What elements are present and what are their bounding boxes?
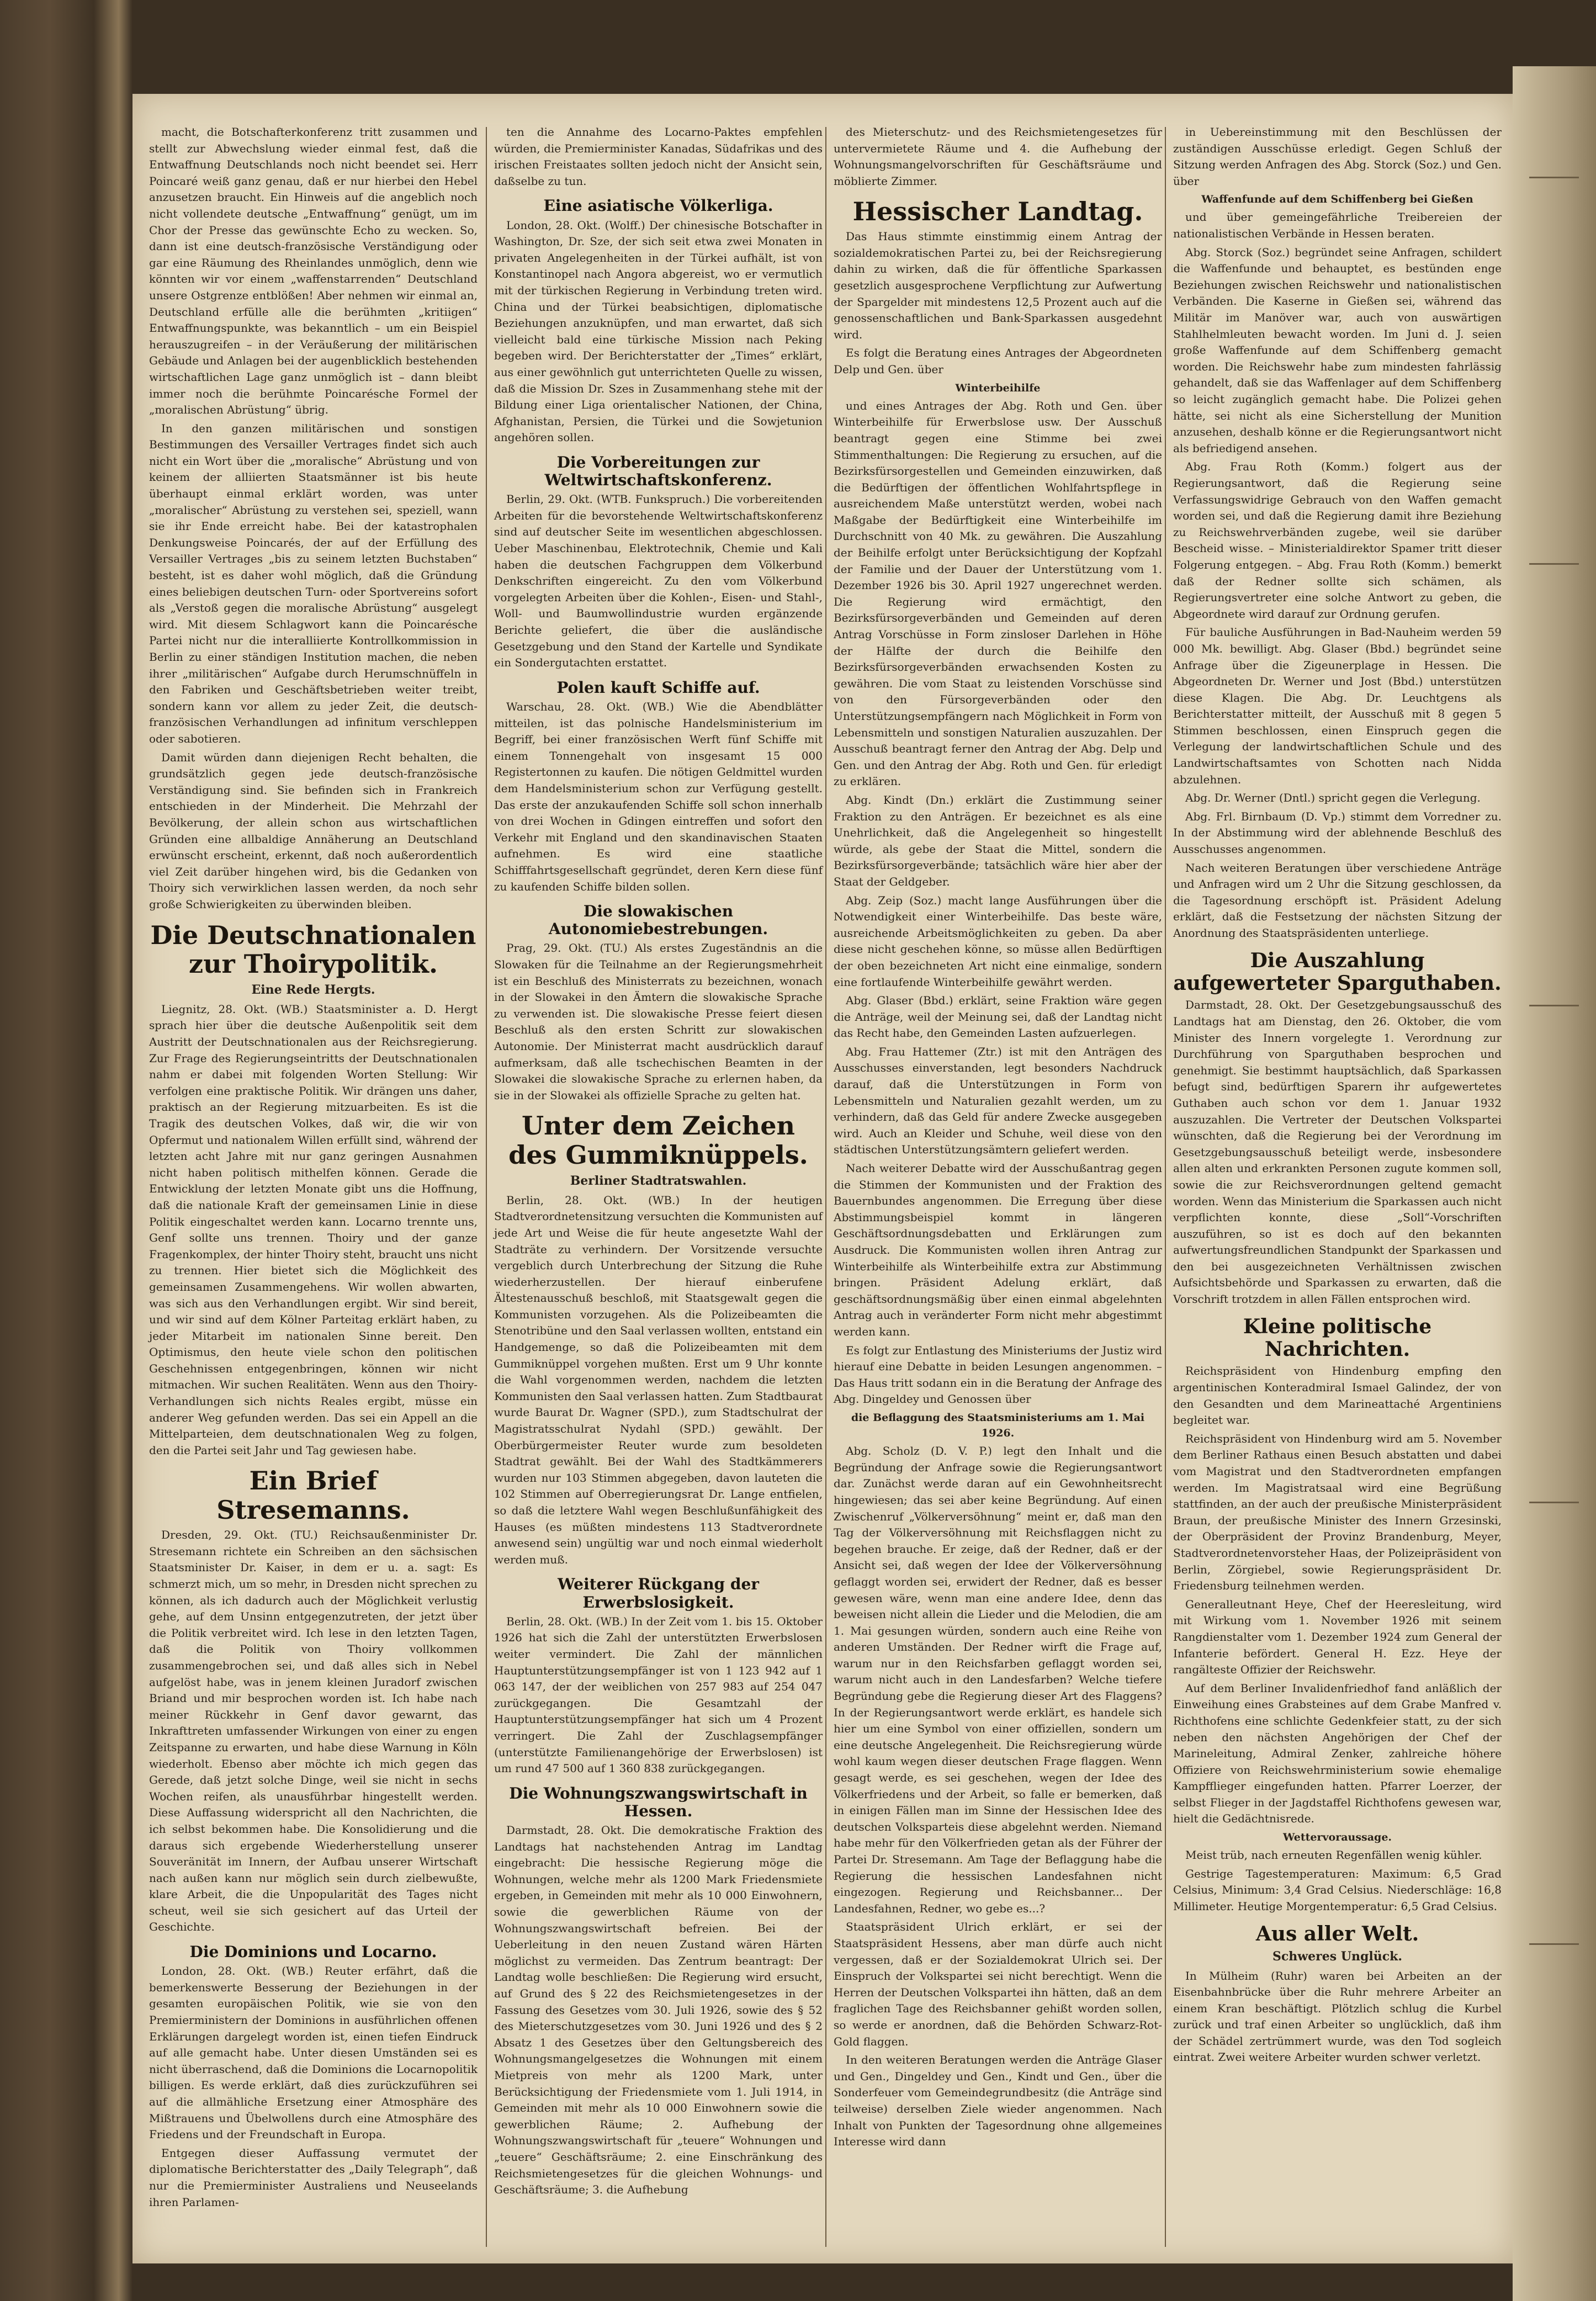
column-rule	[825, 127, 826, 2247]
article-paragraph: Berlin, 28. Okt. (WB.) In der heutigen Stadtverordnetensitzung versuchten die Kommunisten auf jede Art und Weise die für heute angesetzte Wahl der Stadträte zu verhindern. Der Vorsitzende versuchte vergeblich durch Unterbrechung der Sitzung die Ruhe wiederherzustellen. Der hierauf einberufene Ältestenausschuß beschloß, mit Staatsgewalt gegen die Kommunisten vorzugehen. Als die Polizeibeamten die Stenotribüne und den Saal verlassen wollten, entstand ein Handgemenge, so daß die Polizeibeamten mit dem Gummiknüppel vorgehen mußten. Erst um 9 Uhr konnte die Wahl vorgenommen werden, nachdem die letzten Kommunisten den Saal verlassen hatten. Zum Stadtbaurat wurde Baurat Dr. Wagner (SPD.), zum Stadtschulrat der Magistratsschulrat Nydahl (SPD.) gewählt. Der Oberbürgermeister Reuter wurde zum besoldeten Stadtrat gewählt. Bei der Wahl des Stadtkämmerers wurden nur 103 Stimmen abgegeben, davon lauteten die 102 Stimmen auf Oberregierungsrat Dr. Lange entfielen, so daß die letztere Wahl wegen Beschlußunfähigkeit des Hauses (es müßten mindestens 113 Stadtverordnete anwesend sein) ungültig war und noch einmal wiederholt werden muß.	[494, 1193, 823, 1566]
article-paragraph: Berlin, 28. Okt. (WB.) In der Zeit vom 1. bis 15. Oktober 1926 hat sich die Zahl der unterstützten Erwerbslosen weiter vermindert. Die Zahl der männlichen Hauptunterstützungsempfänger ist von 1 123 942 auf 1 063 147, der der weiblichen von 257 983 auf 254 047 zurückgegangen. Die Gesamtzahl der Hauptunterstützungsempfänger hat sich um 4 Prozent verringert. Die Zahl der Zuschlagsempfänger (unterstützte Familienangehörige der Erwerbslosen) ist um rund 47 500 auf 1 360 838 zurückgegangen.	[494, 1614, 823, 1775]
article-paragraph: Generalleutnant Heye, Chef der Heeresleitung, wird mit Wirkung vom 1. November 1926 mit seinem Rangdienstalter vom 1. Dezember 1924 zum General der Infanterie befördert. General H. Ezz. Heye der rangälteste Offizier der Reichswehr.	[1173, 1597, 1502, 1677]
article-paragraph: Darmstadt, 28. Okt. Der Gesetzgebungsausschuß des Landtags hat am Dienstag, den 26. Oktober, die vom Minister des Innern vorgelegte 1. Verordnung zur Durchführung von Sparguthaben besprochen und genehmigt. Sie bestimmt hauptsächlich, daß Sparkassen befugt sind, bedürftigen Sparern ihr aufgewertetes Guthaben auch schon vor dem 1. Januar 1932 auszuzahlen. Die Vertreter der Deutschen Volkspartei wünschten, daß die Regierung bei der Verordnung im Gesetzgebungsausschuß beteiligt werde, insbesondere allen alten und erkrankten Personen zugute kommen soll, sowie die zur Reichsverordnungen geltend gemacht worden. Wenn das Ministerium die Sparkassen auch nicht verpflichten konnte, diese „Soll“-Vorschriften auszuführen, so ist es doch auf den bekannten aufwertungsfreundlichen Standpunkt der Sparkassen und den bei ausgezeichneten Verhältnissen zwischen Aufsichtsbehörde und Sparkassen zu erwarten, daß die Vorschrift trotzdem in allen Fällen entsprochen wird.	[1173, 998, 1502, 1306]
article-paragraph: Dresden, 29. Okt. (TU.) Reichsaußenminister Dr. Stresemann richtete ein Schreiben an den sächsischen Staatsminister Dr. Kaiser, in dem er u. a. sagt: Es schmerzt mich, um so mehr, in Dresden nicht sprechen zu können, als ich dadurch auch der Möglichkeit verlustig gehe, auf dem Unsinn entgegenzutreten, der jetzt über die Politik verbreitet wird. Ich lese in den letzten Tagen, daß die Politik von Thoiry vollkommen zusammengebrochen sei, und daß alles sich in Nebel aufgelöst habe, was in jenem kleinen Juradorf zwischen Briand und mir besprochen worden ist. Ich habe nach meiner Rückkehr in Genf davor gewarnt, das Inkrafttreten umfassender Wirkungen von einer zu engen Zeitspanne zu erwarten, und habe diese Warnung in Köln wiederholt. Ebenso aber möchte ich mich gegen das Gerede, daß jetzt solche Dinge, weil sie nicht in sechs Wochen reifen, als unausführbar hingestellt werden. Diese Auffassung widerspricht all den Nachrichten, die ich selbst bekommen habe. Die Konsolidierung und die daraus sich ergebende Wiederherstellung unserer Souveränität im Innern, der Aufbau unserer Wirtschaft nach außen kann nur möglich sein durch zielbewußte, klare Arbeit, die die Unpopularität des Tages nicht scheut, weil sie sich gesichert auf das Urteil der Geschichte.	[149, 1528, 478, 1934]
column-1	[149, 124, 478, 2213]
article-paragraph: Nach weiterer Debatte wird der Ausschußantrag gegen die Stimmen der Kommunisten und der Fraktion des Bauernbundes angenommen. Die Erregung über diese Abstimmungsbeispiel kommt in längeren Geschäftsordnungsdebatten und Erklärungen zum Ausdruck. Die Kommunisten wollen ihren Antrag zur Winterbeihilfe als Winterbeihilfe extra zur Abstimmung bringen. Präsident Adelung erklärt, daß geschäftsordnungsmäßig über einen einmal abgelehnten Antrag auch in veränderter Form nicht mehr abgestimmt werden kann.	[834, 1162, 1162, 1338]
article-paragraph: Liegnitz, 28. Okt. (WB.) Staatsminister a. D. Hergt sprach hier über die deutsche Außenpolitik seit dem Austritt der Deutschnationalen aus der Reichsregierung. Zur Frage des Regierungseintritts der Deutschnationalen nahm er dabei mit folgenden Worten Stellung: Wir verfolgen eine praktische Politik. Wir drängen uns daher, praktisch an der Regierung mitzuarbeiten. Es ist die Tragik des deutschen Volkes, daß wir, die wir von Opfermut und nationalem Willen erfüllt sind, während der letzten acht Jahre mit nur ganz geringen Ausnahmen nicht haben politisch mithelfen können. Gerade die Entwicklung der letzten Monate gibt uns die Hoffnung, daß die nationale Kraft der gemeinsamen Linie in diese Politik eingeschaltet werden kann. Locarno trennte uns, Genf sollte uns trennen. Thoiry und der ganze Fragenkomplex, der hinter Thoiry steht, braucht uns nicht zu trennen. Hier bietet sich die Möglichkeit des gemeinsamen Zusammengehens. Wir wollen abwarten, was sich aus den Verhandlungen ergibt. Wir sind bereit, und wir sind auf dem Kölner Parteitag erklärt haben, zu jeder Mitarbeit im nationalen Sinne bereit. Den Optimismus, den heute viele schon den politischen Geschehnissen entgegenbringen, können wir nicht mitmachen. Wir suchen Realitäten. Wenn aus den Thoiry-Verhandlungen sich nichts Reales ergibt, müsse ein anderer Weg gefunden werden. Das sei ein Appell an die Mittelparteien, dem deutschnationalen Weg zu folgen, den die Partei seit Jahr und Tag gewiesen habe.	[149, 1002, 478, 1457]
article-paragraph: Berlin, 29. Okt. (WTB. Funkspruch.) Die vorbereitenden Arbeiten für die bevorstehende Weltwirtschaftskonferenz sind auf deutscher Seite im wesentlichen abgeschlossen. Ueber Maschinenbau, Elektrotechnik, Chemie und Kali haben die deutschen Fachgruppen dem Völkerbund Denkschriften eingereicht. Zu den vom Völkerbund vorgelegten Arbeiten über die Kohlen-, Eisen- und Stahl-, Woll- und Baumwollindustrie wurden ergänzende Berichte geliefert, die über die ausländische Gesetzgebung und den Stand der Kartelle und Syndikate ein Sondergutachten erstattet.	[494, 492, 823, 670]
article-paragraph: Das Haus stimmte einstimmig einem Antrag der sozialdemokratischen Partei zu, bei der Reichsregierung dahin zu wirken, daß die für öffentliche Sparkassen gesetzlich ausgesprochene Verpflichtung zur Aufwertung der Spargelder mit mindestens 12,5 Prozent auch auf die genossenschaftlichen und Bank-Sparkassen ausgedehnt wird.	[834, 230, 1162, 341]
article-paragraph: Prag, 29. Okt. (TU.) Als erstes Zugeständnis an die Slowaken für die Teilnahme an der Regierungsmehrheit ist ein Beschluß des Ministerrats zu bezeichnen, wonach in der Slowakei in den Ämtern die slowakische Sprache zu verwenden ist. Die slowakische Presse feiert diesen Beschluß als den ersten Schritt zur slowakischen Autonomie. Der Ministerrat macht ausdrücklich darauf aufmerksam, daß alle tschechischen Beamten in der Slowakei die slowakische Sprache zu erlernen haben, da sie in der Slowakei als offizielle Sprache zu gelten hat.	[494, 941, 823, 1102]
article-paragraph: In den weiteren Beratungen werden die Anträge Glaser und Gen., Dingeldey und Gen., Kindt und Gen., über die Sonderfeuer vom Gemeindegrundbesitz (die Anträge sind teilweise) derselben Ziele wieder angenommen. Nach Inhalt von Punkten der Tagesordnung ohne allgemeines Interesse wird dann	[834, 2053, 1162, 2149]
article-paragraph: Reichspräsident von Hindenburg empfing den argentinischen Konteradmiral Ismael Galindez, der von den Gesandten und dem Marineattaché Argentiniens begleitet war.	[1173, 1364, 1502, 1427]
newspaper-page	[132, 94, 1513, 2263]
article-paragraph: in Uebereinstimmung mit den Beschlüssen der zuständigen Ausschüsse erledigt. Gegen Schluß der Sitzung werden Anfragen des Abg. Storck (Soz.) und Gen. über	[1173, 125, 1502, 188]
article-paragraph: Warschau, 28. Okt. (WB.) Wie die Abendblätter mitteilen, ist das polnische Handelsministerium im Begriff, bei einer französischen Werft fünf Schiffe mit einem Tonnengehalt von insgesamt 15 000 Registertonnen zu kaufen. Die nötigen Geldmittel wurden dem Handelsministerium schon zur Verfügung gestellt. Das erste der anzukaufenden Schiffe soll schon innerhalb von drei Wochen in Gdingen eintreffen und sofort den Verkehr mit England und den skandinavischen Staaten aufnehmen. Es wird eine staatliche Schifffahrtsgesellschaft gegründet, deren Kern diese fünf zu kaufenden Schiffe bilden sollen.	[494, 699, 823, 893]
article-paragraph: Abg. Frau Roth (Komm.) folgert aus der Regierungsantwort, daß die Regierung seine Verfassungswidrige Gebrauch von den Waffen gemacht worden sei, und daß die Regierung damit ihre Beziehung zu Reichswehrverbänden zugebe, weil sie darüber Bescheid wisse. – Ministerialdirektor Spamer tritt dieser Folgerung entgegen. – Abg. Frau Roth (Komm.) bemerkt daß der Redner sollte sich schämen, als Regierungsvertreter eine solche Antwort zu geben, die Abgeordnete wird darauf zur Ordnung gerufen.	[1173, 460, 1502, 621]
article-paragraph: Damit würden dann diejenigen Recht behalten, die grundsätzlich gegen jede deutsch-französische Verständigung sind. Sie befinden sich in Frankreich entschieden in der Minderheit. Die Mehrzahl der Bevölkerung, der allein schon aus wirtschaftlichen Gründen eine allbaldige Annäherung an Deutschland erwünscht erscheint, erkennt, daß noch außerordentlich viel Zeit darüber hingehen wird, bis die Gedanken von Thoiry sich verwirklichen lassen werden, da noch sehr große Schwierigkeiten zu überwinden bleiben.	[149, 750, 478, 911]
article-headline: Kleine politische Nachrichten.	[1243, 1314, 1432, 1361]
article-paragraph: Abg. Storck (Soz.) begründet seine Anfragen, schildert die Waffenfunde und behauptet, es bestünden enge Beziehungen zwischen Reichswehr und nationalistischen Verbänden. Die Kaserne in Gießen sei, während das Militär im Manöver war, auch von auswärtigen Stahlhelmleuten bewacht worden. Im Juni d. J. seien große Waffenfunde auf dem Schiffenberg gemacht worden. Die Reichswehr habe zum mindesten fahrlässig gehandelt, daß sie das Waffenlager auf dem Schiffenberg so leicht zugänglich gemacht habe. Die Polizei gehen hätte, sei nicht als eine Sicherstellung der Munition anzusehen, deshalb könne er die Regierungsantwort nicht als befriedigend ansehen.	[1173, 245, 1502, 455]
column-4	[1173, 124, 1502, 2068]
article-subheadline: Berliner Stadtratswahlen.	[570, 1174, 747, 1189]
column-rule	[486, 127, 487, 2247]
article-paragraph: Nach weiteren Beratungen über verschiedene Anträge und Anfragen wird um 2 Uhr die Sitzung geschlossen, da die Tagesordnung erschöpft ist. Präsident Adelung erklärt, daß die Festsetzung der nächsten Sitzung der Anordnung des Staatspräsidenten unterliege.	[1173, 861, 1502, 940]
article-headline: Aus aller Welt.	[1255, 1922, 1419, 1945]
article-paragraph: Abg. Zeip (Soz.) macht lange Ausführungen über die Notwendigkeit einer Winterbeihilfe. Das beste wäre, ausreichende Arbeitsmöglichkeiten zu geben. Da aber diese nicht geschehen könne, so müsse allen Bedürftigen der oben bezeichneten Art nicht eine einmalige, sondern eine fortlaufende Winterbeihilfe gewährt werden.	[834, 893, 1162, 989]
article-subheadline: Schweres Unglück.	[1272, 1949, 1403, 1964]
article-paragraph: Entgegen dieser Auffassung vermutet der diplomatische Berichterstatter des „Daily Telegraph“, daß nur die Premierminister Australiens und Neuseelands ihren Parlamen-	[149, 2146, 478, 2209]
article-headline: Die Dominions und Locarno.	[189, 1943, 437, 1961]
article-paragraph: London, 28. Okt. (Wolff.) Der chinesische Botschafter in Washington, Dr. Sze, der sich seit etwa zwei Monaten in privaten Angelegenheiten in der Türkei aufhält, ist von Konstantinopel nach Angora abgereist, wo er vermutlich mit der türkischen Regierung in Verbindung treten wird. China und der Türkei beabsichtigen, diplomatische Beziehungen anzuknüpfen, und man erwartet, daß sich vielleicht bald eine türkische Mission nach Peking begeben wird. Der Berichterstatter der „Times“ erklärt, aus einer gewöhnlich gut unterrichteten Quelle zu wissen, daß die Mission Dr. Szes in Zusammenhang stehe mit der Bildung einer Liga orientalischer Nationen, der China, Afghanistan, Persien, die Türkei und die Sowjetunion angehören sollen.	[494, 218, 823, 444]
article-paragraph: Abg. Frl. Birnbaum (D. Vp.) stimmt dem Vorredner zu. In der Abstimmung wird der ablehnende Beschluß des Ausschusses angenommen.	[1173, 809, 1502, 856]
article-headline: Die Vorbereitungen zur Weltwirtschaftskonferenz.	[544, 453, 772, 490]
section-caption: Wettervoraussage.	[1282, 1831, 1392, 1844]
column-2	[494, 124, 823, 2201]
article-paragraph: macht, die Botschafterkonferenz tritt zusammen und stellt zur Abwechslung wieder einmal fest, daß die Entwaffnung Deutschlands noch nicht beendet sei. Herr Poincaré weiß ganz genau, daß er nur hierbei den Hebel anzusetzen braucht. Ein Hinweis auf die angeblich noch nicht vollendete deutsche „Entwaffnung“ genügt, um im Chor der Presse das gewünschte Echo zu wecken. So, dann ist eine deutsch-französische Verständigung oder gar eine Räumung des Rheinlandes unmöglich, denn wie könnten wir vor einem „waffenstarrenden“ Deutschland unsere Ostgrenze entblößen! Aber nehmen wir einmal an, Deutschland erfülle alle die berühmten „kritiigen“ Entwaffnungspunkte, was bekanntlich – um ein Beispiel herauszugreifen – in der Veräußerung der militärischen Gebäude und Anlagen bei der augenblicklich bestehenden wirtschaftlichen Lage ganz unmöglich ist – dann bleibt immer noch die berühmte Poincarésche Formel der „moralischen Abrüstung“ übrig.	[149, 125, 478, 417]
article-paragraph: Abg. Kindt (Dn.) erklärt die Zustimmung seiner Fraktion zu den Anträgen. Er bezeichnet es als eine Unehrlichkeit, daß die Angelegenheit so hingestellt würde, als gebe der Staat die Mittel, sondern die Bezirksfürsorgeverbände; tatsächlich wäre hier aber der Staat der Geldgeber.	[834, 793, 1162, 888]
article-paragraph: Abg. Frau Hattemer (Ztr.) ist mit den Anträgen des Ausschusses einverstanden, legt besonders Nachdruck darauf, daß die Unterstützungen in Form von Lebensmitteln und Naturalien gezahlt werden, um zu verhindern, daß das Geld für andere Zwecke ausgegeben wird. Auch an Kleider und Schuhe, weil diese von den städtischen Unterstützungsämtern geliefert werden.	[834, 1045, 1162, 1157]
adjacent-page-edge	[1513, 66, 1596, 2301]
article-paragraph: Abg. Glaser (Bbd.) erklärt, seine Fraktion wäre gegen die Anträge, weil der Meinung sei, daß der Landtag nicht das Recht habe, den Gemeinden Lasten aufzuerlegen.	[834, 994, 1162, 1040]
article-paragraph: Darmstadt, 28. Okt. Die demokratische Fraktion des Landtags hat nachstehenden Antrag im Landtag eingebracht: Die hessische Regierung möge die Wohnungen, welche mehr als 1200 Mark Friedensmiete ergeben, in Gemeinden mit mehr als 10 000 Einwohnern, sowie die gewerblichen Räume von der Wohnungszwangswirtschaft befreien. Bei der Ueberleitung in den neuen Zustand wären Härten möglichst zu vermeiden. Das Zentrum beantragt: Der Landtag wolle beschließen: Die Regierung wird ersucht, auf Grund des § 22 des Reichsmietengesetzes in der Fassung des Gesetzes vom 30. Juli 1926, sowie des § 52 des Mieterschutzgesetzes vom 30. Juni 1926 und des § 2 Absatz 1 des Gesetzes über den Geltungsbereich des Wohnungsmangelgesetzes die Wohnungen mit einem Mietpreis von mehr als 1200 Mark, unter Berücksichtigung der Friedensmiete vom 1. Juli 1914, in Gemeinden mit mehr als 10 000 Einwohnern sowie die gewerblichen Räume; 2. Aufhebung der Wohnungszwangswirtschaft für „teuere“ Wohnungen und „teuere“ Geschäftsräume; 2. eine Einschränkung des Reichsmietengesetzes für die gleichen Wohnungs- und Geschäftsräume; 3. die Aufhebung	[494, 1823, 823, 2197]
article-paragraph: Gestrige Tagestemperaturen: Maximum: 6,5 Grad Celsius, Minimum: 3,4 Grad Celsius. Niederschläge: 16,8 Millimeter. Heutige Morgentemperatur: 6,5 Grad Celsius.	[1173, 1867, 1502, 1913]
article-paragraph: Abg. Dr. Werner (Dntl.) spricht gegen die Verlegung.	[1185, 791, 1481, 805]
article-paragraph: ten die Annahme des Locarno-Paktes empfehlen würden, die Premierminister Kanadas, Südafrikas und des irischen Freistaates sollten jedoch nicht der Ansicht sein, daßselbe zu tun.	[494, 125, 823, 188]
article-headline: Unter dem Zeichen des Gummiknüppels.	[508, 1111, 808, 1170]
article-paragraph: In Mülheim (Ruhr) waren bei Arbeiten an der Eisenbahnbrücke über die Ruhr mehrere Arbeiter an einem Kran beschäftigt. Plötzlich schlug die Kurbel zurück und traf einen Arbeiter so unglücklich, daß ihm der Schädel zertrümmert wurde, was den Tod sogleich eintrat. Zwei weitere Arbeiter wurden schwer verletzt.	[1173, 1969, 1502, 2064]
article-paragraph: Staatspräsident Ulrich erklärt, er sei der Staatspräsident Hessens, aber man dürfe auch nicht vergessen, daß er der Sozialdemokrat Ulrich sei. Der Einspruch der Volkspartei sei nicht berechtigt. Wenn die Herren der Deutschen Volkspartei ihn hätten, daß an dem fraglichen Tage des Reichsbanner gehißt worden sollen, so werde er anordnen, daß die Behörden Schwarz-Rot-Gold flaggen.	[834, 1920, 1162, 2048]
column-3	[834, 124, 1162, 2152]
article-headline: Die Wohnungszwangswirtschaft in Hessen.	[509, 1784, 808, 1820]
article-headline: Polen kauft Schiffe auf.	[556, 678, 760, 697]
article-headline: Die Auszahlung aufgewerteter Sparguthaben.	[1173, 948, 1502, 995]
article-paragraph: Meist trüb, nach erneuten Regenfällen wenig kühler.	[1185, 1848, 1482, 1862]
section-caption: Winterbeihilfe	[955, 381, 1041, 394]
article-paragraph: Für bauliche Ausführungen in Bad-Nauheim werden 59 000 Mk. bewilligt. Abg. Glaser (Bbd.) begründet seine Anfrage über die Zigeunerplage in Hessen. Die Abgeordneten Dr. Werner und Jost (Bbd.) unterstützen diese Klagen. Die Abg. Dr. Leuchtgens als Berichterstatter mitteilt, der Ausschuß mit 8 gegen 5 Stimmen beschlossen, einen Einspruch gegen die Verlegung der landwirtschaftlichen Schule und des Landwirtschaftsamtes von Schotten nach Nidda abzulehnen.	[1173, 625, 1502, 786]
article-headline: Eine asiatische Völkerliga.	[543, 197, 773, 215]
article-paragraph: und über gemeingefährliche Treibereien der nationalistischen Verbände in Hessen beraten.	[1173, 210, 1502, 241]
article-headline: Hessischer Landtag.	[852, 197, 1143, 227]
article-headline: Weiterer Rückgang der Erwerbslosigkeit.	[557, 1575, 760, 1611]
article-paragraph: Abg. Scholz (D. V. P.) legt den Inhalt und die Begründung der Anfrage sowie die Regierungsantwort dar. Zunächst werde daran auf ein Gewohnheitsrecht hingewiesen; das sei aber keine Begründung. Auf einen Zwischenruf „Völkerversöhnung“ meint er, daß man den Tag der Völkerversöhnung mit Reichsflaggen nicht zu begehen brauche. Er zeige, daß der Redner, daß er der Ansicht sei, daß wegen der Idee der Völkerversöhnung geflaggt worden sei, erwidert der Redner, daß es besser gewesen wäre, wenn man eine andere Idee, denn das beweisen nicht allein die Lieder und die Melodien, die am 1. Mai gesungen würden, sondern auch eine Reihe von anderen Umständen. Der Redner wirft die Frage auf, warum nur in den Reichsfarben geflaggt worden sei, warum nicht auch in den Landesfarben? Welche tiefere Begründung gebe die Regierung dieser Art des Flaggens? In der Regierungsantwort werde erklärt, es handele sich hier um eine Symbol von einer offiziellen, sondern um eine deutsche Angelegenheit. Die Reichsregierung würde wohl kaum wegen dieser deutschen Frage flaggen. Wenn gesagt werde, es sei geschehen, wegen der Idee des Völkerfriedens und der Arbeit, so falle er bemerken, daß in einigen Fällen man im Sinne der Hessischen Idee des deutschen Volksparteis diese abgelehnt werden. Niemand habe mehr für den Völkerfrieden getan als der Führer der Partei Dr. Stresemann. Am Tage der Beflaggung habe die Regierung die hessischen Landesfahnen nicht eingezogen. Regierung und Reichsbanner... Der Landesfahnen, Redner, wo gebe es...?	[834, 1444, 1162, 1915]
article-headline: Die slowakischen Autonomiebestrebungen.	[548, 902, 768, 939]
article-headline: Die Deutschnationalen zur Thoirypolitik.	[150, 920, 476, 979]
article-paragraph: des Mieterschutz- und des Reichsmietengesetzes für untervermietete Räume und 4. die Aufhebung der Wohnungsmangelvorschriften für Geschäftsräume und möblierte Zimmer.	[834, 125, 1162, 188]
article-paragraph: London, 28. Okt. (WB.) Reuter erfährt, daß die bemerkenswerte Besserung der Beziehungen in der gesamten europäischen Politik, wie sie von den Premierministern der Dominions in ausführlichen offenen Erklärungen dargelegt worden ist, einen tiefen Eindruck auf alle gemacht habe. Unter diesen Umständen sei es nicht überraschend, daß die Dominions die Locarnopolitik billigen. Es werde erklärt, daß dies zurückzuführen sei auf die allmähliche Ersetzung einer Atmosphäre des Mißtrauens und Übelwollens durch eine Atmosphäre des Friedens und der Freundschaft in Europa.	[149, 1964, 478, 2141]
article-paragraph: Es folgt zur Entlastung des Ministeriums der Justiz wird hierauf eine Debatte in beiden Lesungen angenommen. – Das Haus tritt sodann ein in die Beratung der Anfrage des Abg. Dingeldey und Genossen über	[834, 1343, 1162, 1406]
article-paragraph: und eines Antrages der Abg. Roth und Gen. über Winterbeihilfe für Erwerbslose usw. Der Ausschuß beantragt gegen eine Stimme bei zwei Stimmenthaltungen: Die Regierung zu ersuchen, auf die Bezirksfürsorgestellen und Gemeinden einzuwirken, daß die Bedürftigen der öffentlichen Wohlfahrtspflege in ausreichendem Maße unterstützt werden, wobei nach Maßgabe der Bedürftigkeit eine Winterbeihilfe im Durchschnitt von 40 Mk. zu gewähren. Die Auszahlung der Beihilfe erfolgt unter Berücksichtigung der Kopfzahl der Familie und der Dauer der Unterstützung vom 1. Dezember 1926 bis 30. April 1927 ungerechnet werden. Die Regierung wird ermächtigt, den Bezirksfürsorgeverbänden und Gemeinden auf deren Antrag Vorschüsse in Form zinsloser Darlehen in Höhe der Hälfte der durch die Beihilfe den Bezirksfürsorgeverbänden erwachsenden Kosten zu gewähren. Die vom Staat zu leistenden Vorschüsse sind von den Fürsorgeverbänden oder den Unterstützungsempfängern nach Möglichkeit in Form von Lebensmitteln und sonstigen Naturalien auszuzahlen. Der Ausschuß beantragt ferner den Antrag der Abg. Delp und Gen. und den Antrag der Abg. Roth und Gen. für erledigt zu erklären.	[834, 399, 1162, 788]
article-paragraph: In den ganzen militärischen und sonstigen Bestimmungen des Versailler Vertrages findet sich auch nicht ein Wort über die „moralische“ Abrüstung und von keinem der alliierten Staatsmänner ist bis heute überhaupt einmal erklärt worden, was unter „moralischer“ Abrüstung zu verstehen sei, speziell, wann sie ihr Ende erreicht habe. Bei der katastrophalen Denkungsweise Poincarés, der auf der Erfüllung des Versailler Vertrages „bis zu seinem letzten Buchstaben“ besteht, ist es daher wohl möglich, daß die Gründung eines beliebigen deutschen Turn- oder Sportvereins sofort als „Verstoß gegen die moralische Abrüstung“ ausgelegt wird. Mit diesem Schlagwort kann die Poincarésche Partei nicht nur die interalliierte Kontrollkommission in Berlin zu einer ständigen Institution machen, die neben ihrer „militärischen“ Aufgabe durch Herumschnüffeln in den Fabriken und Geschäftsbetrieben weiter treibt, sondern kann vor allem zu jeder Zeit, die deutsch-französischen Verhandlungen ad infinitum verschleppen oder sabotieren.	[149, 421, 478, 745]
section-caption: Waffenfunde auf dem Schiffenberg bei Gießen	[1201, 193, 1473, 206]
column-rule	[1165, 127, 1166, 2247]
article-paragraph: Es folgt die Beratung eines Antrages der Abgeordneten Delp und Gen. über	[834, 346, 1162, 377]
section-caption: die Beflaggung des Staatsministeriums am 1. Mai 1926.	[851, 1411, 1145, 1440]
article-paragraph: Reichspräsident von Hindenburg wird am 5. November dem Berliner Rathaus einen Besuch abstatten und dabei vom Magistrat und den Stadtverordneten empfangen werden. Im Magistratsaal wird eine Begrüßung stattfinden, an der auch der preußische Ministerpräsident Braun, der preußische Minister des Innern Grzesinski, der Oberpräsident der Provinz Brandenburg, Meyer, Stadtverordnetenvorsteher Haas, der Polizeipräsident von Berlin, Zörgiebel, sowie Regierungspräsident Dr. Friedensburg teilnehmen werden.	[1173, 1432, 1502, 1593]
article-headline: Ein Brief Stresemanns.	[216, 1466, 410, 1525]
article-subheadline: Eine Rede Hergts.	[251, 983, 375, 998]
article-paragraph: Auf dem Berliner Invalidenfriedhof fand anläßlich der Einweihung eines Grabsteines auf dem Grabe Manfred v. Richthofens eine schlichte Gedenkfeier statt, zu der sich neben den nächsten Angehörigen der Chef der Marineleitung, Admiral Zenker, zahlreiche höhere Offiziere von Reichswehrministerium sowie ehemalige Kampfflieger eingefunden hatten. Pfarrer Loerzer, der selbst Flieger in der Jagdstaffel Richthofens gewesen war, hielt die Gedächtnisrede.	[1173, 1681, 1502, 1826]
